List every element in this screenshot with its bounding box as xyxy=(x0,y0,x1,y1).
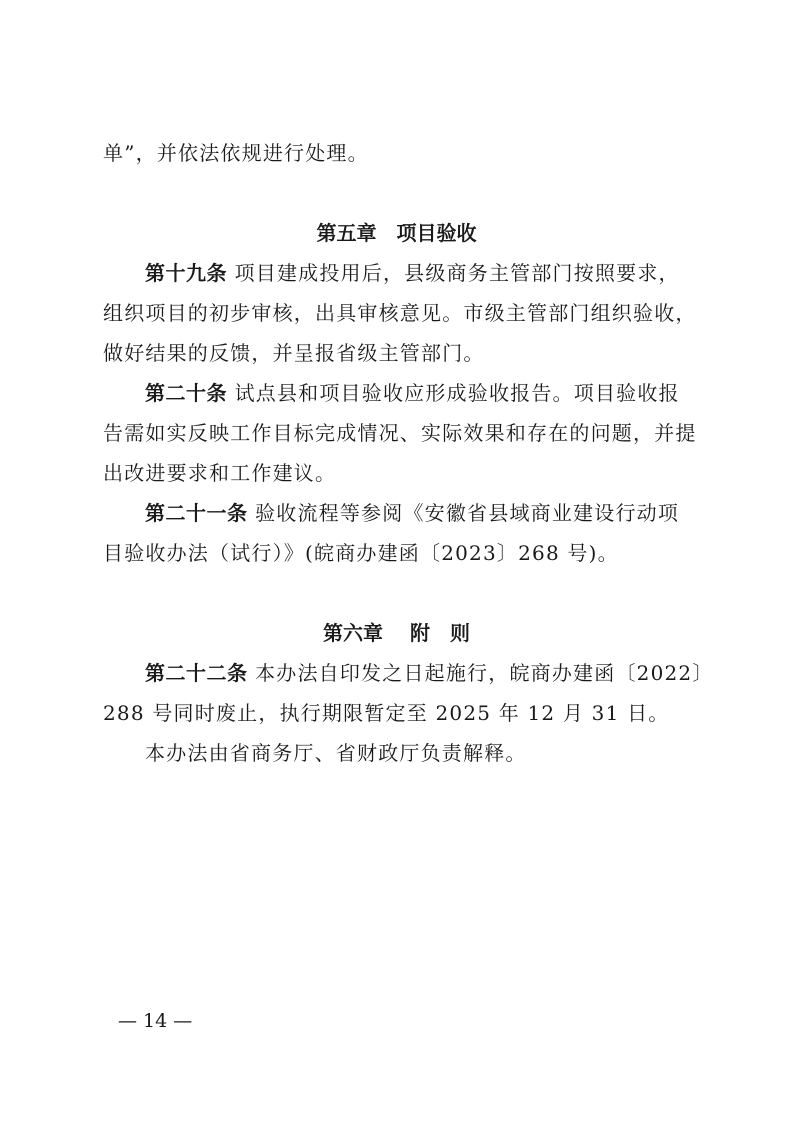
continuation-line: 单”，并依法依规进行处理。 xyxy=(103,141,369,165)
article-20-line-3: 出改进要求和工作建议。 xyxy=(103,461,337,485)
article-21-text-1: 验收流程等参阅《安徽省县域商业建设行动项 xyxy=(255,501,680,525)
article-20-line-2: 告需如实反映工作目标完成情况、实际效果和存在的问题，并提 xyxy=(103,421,697,445)
page-number: — 14 — xyxy=(118,1010,193,1032)
article-21-line-2: 目验收办法（试行）》(皖商办建函〔2023〕268 号)。 xyxy=(103,541,619,565)
final-paragraph: 本办法由省商务厅、省财政厅负责解释。 xyxy=(145,741,527,765)
article-21-label: 第二十一条 xyxy=(145,501,248,525)
article-19-line-2: 组织项目的初步审核，出具审核意见。市级主管部门组织验收， xyxy=(103,301,697,325)
article-22-label: 第二十二条 xyxy=(145,661,248,685)
chapter-6-heading: 第六章 附 则 xyxy=(323,621,470,645)
article-19-label: 第十九条 xyxy=(145,261,227,285)
article-21-line-1 xyxy=(145,499,693,527)
article-19-line-3: 做好结果的反馈，并呈报省级主管部门。 xyxy=(103,341,485,365)
article-20-line-1 xyxy=(145,379,693,407)
article-22-line-1 xyxy=(145,659,714,687)
chapter-5-heading: 第五章 项目验收 xyxy=(316,221,477,245)
article-20-text-1: 试点县和项目验收应形成验收报告。项目验收报 xyxy=(234,381,680,405)
article-22-text-1: 本办法自印发之日起施行，皖商办建函〔2022〕 xyxy=(255,661,714,685)
article-22-line-2: 288 号同时废止，执行期限暂定至 2025 年 12 月 31 日。 xyxy=(103,701,670,725)
article-19-text-1: 项目建成投用后，县级商务主管部门按照要求， xyxy=(234,261,680,285)
article-19-line-1 xyxy=(145,259,693,287)
article-20-label: 第二十条 xyxy=(145,381,227,405)
